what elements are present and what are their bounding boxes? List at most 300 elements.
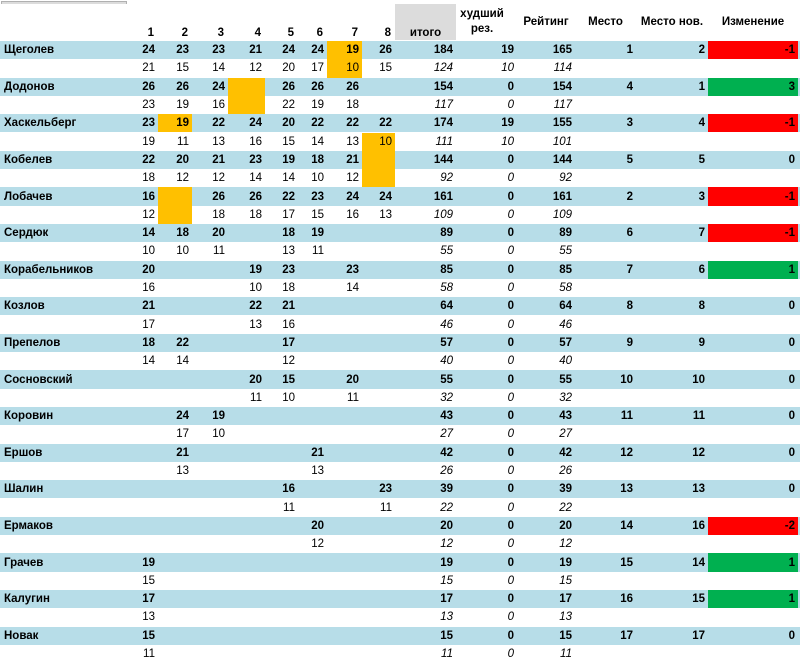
stage-1-cell[interactable]: 11 [143, 648, 155, 661]
player-name[interactable]: Козлов [4, 300, 45, 313]
empty-cell[interactable] [0, 279, 128, 297]
stage-3-cell[interactable]: 16 [212, 99, 225, 112]
worst-cell[interactable]: 0 [507, 593, 514, 606]
stage-2-cell[interactable]: 19 [158, 114, 192, 132]
stage-6-cell[interactable]: 23 [311, 190, 324, 203]
stage-4-cell[interactable]: 16 [249, 135, 262, 148]
place-cell[interactable]: 7 [626, 263, 633, 276]
stage-3-cell[interactable] [192, 334, 228, 352]
stage-1-cell[interactable]: 19 [142, 556, 155, 569]
rating-cell[interactable]: 85 [559, 263, 572, 276]
stage-4-cell[interactable]: 21 [249, 44, 262, 57]
stage-6-cell[interactable]: 18 [311, 153, 324, 166]
stage-4-cell[interactable] [228, 608, 265, 626]
stage-5-cell[interactable]: 20 [282, 62, 295, 75]
stage-3-cell[interactable]: 22 [212, 117, 225, 130]
stage-4-cell[interactable] [228, 444, 265, 462]
total-cell[interactable]: 55 [440, 373, 453, 386]
stage-3-cell[interactable] [192, 261, 228, 279]
player-name[interactable]: Щеголев [4, 44, 55, 57]
change-cell[interactable]: 0 [788, 336, 795, 349]
stage-7-cell[interactable]: 24 [346, 190, 359, 203]
stage-7-cell[interactable] [327, 224, 362, 242]
total-cell[interactable]: 174 [433, 117, 453, 130]
change-cell[interactable]: 0 [788, 300, 795, 313]
stage-1-cell[interactable] [128, 535, 158, 553]
new-place-cell[interactable]: 2 [698, 44, 705, 57]
total-cell[interactable]: 57 [440, 336, 453, 349]
stage-1-cell[interactable] [128, 407, 158, 425]
new-place-cell[interactable]: 4 [698, 117, 705, 130]
total-cell[interactable]: 154 [433, 80, 453, 93]
stage-7-cell[interactable] [327, 242, 362, 260]
stage-3-cell[interactable] [192, 535, 228, 553]
stage-3-cell[interactable]: 14 [212, 62, 225, 75]
stage-8-cell[interactable] [362, 151, 395, 169]
stage-1-cell[interactable] [128, 370, 158, 388]
stage-header-1[interactable]: 1 [147, 27, 154, 39]
stage-1-cell[interactable]: 18 [142, 336, 155, 349]
empty-cell[interactable] [0, 206, 128, 224]
empty-cell[interactable] [0, 133, 128, 151]
stage-7-cell[interactable] [327, 407, 362, 425]
stage-6-cell[interactable] [298, 480, 327, 498]
change-cell[interactable]: -1 [708, 41, 798, 59]
sub-total-cell[interactable]: 124 [433, 62, 453, 75]
change-cell[interactable]: 0 [788, 446, 795, 459]
stage-5-cell[interactable] [265, 590, 298, 608]
stage-2-cell[interactable]: 15 [176, 62, 189, 75]
change-cell[interactable]: 0 [788, 410, 795, 423]
stage-6-cell[interactable] [298, 297, 327, 315]
stage-header-6[interactable]: 6 [316, 27, 323, 39]
total-header[interactable]: итого [395, 4, 456, 40]
stage-7-cell[interactable]: 14 [346, 282, 359, 295]
stage-4-cell[interactable]: 18 [249, 208, 262, 221]
stage-5-cell[interactable]: 20 [282, 117, 295, 130]
sub-rating-cell[interactable]: 114 [553, 62, 572, 75]
new-place-cell[interactable]: 9 [698, 336, 705, 349]
empty-cell[interactable] [0, 242, 128, 260]
sub-total-cell[interactable]: 32 [440, 391, 453, 404]
stage-4-cell[interactable] [228, 334, 265, 352]
sub-rating-cell[interactable]: 46 [559, 318, 572, 331]
stage-3-cell[interactable]: 23 [212, 44, 225, 57]
stage-7-cell[interactable] [327, 590, 362, 608]
player-name[interactable]: Лобачев [4, 190, 53, 203]
stage-1-cell[interactable] [128, 425, 158, 443]
rating-cell[interactable]: 89 [559, 227, 572, 240]
total-cell[interactable]: 20 [440, 519, 453, 532]
place-cell[interactable]: 11 [620, 410, 633, 423]
stage-6-cell[interactable] [298, 407, 327, 425]
stage-5-cell[interactable] [265, 462, 298, 480]
stage-7-cell[interactable]: 21 [346, 153, 359, 166]
empty-cell[interactable] [0, 316, 128, 334]
new-place-cell[interactable]: 7 [698, 227, 705, 240]
rating-cell[interactable]: 17 [559, 593, 572, 606]
stage-1-cell[interactable] [128, 389, 158, 407]
stage-2-cell[interactable]: 21 [176, 446, 189, 459]
stage-8-cell[interactable] [362, 242, 395, 260]
stage-3-cell[interactable]: 24 [212, 80, 225, 93]
stage-8-cell[interactable]: 15 [379, 62, 392, 75]
stage-3-cell[interactable]: 20 [212, 227, 225, 240]
rating-cell[interactable]: 43 [559, 410, 572, 423]
change-cell[interactable]: 0 [788, 483, 795, 496]
stage-5-cell[interactable]: 14 [282, 172, 295, 185]
stage-3-cell[interactable] [192, 608, 228, 626]
empty-cell[interactable] [0, 499, 128, 517]
stage-7-cell[interactable] [327, 297, 362, 315]
stage-2-cell[interactable]: 11 [177, 135, 189, 148]
stage-3-cell[interactable] [192, 572, 228, 590]
stage-8-cell[interactable] [362, 370, 395, 388]
rating-cell[interactable]: 161 [552, 190, 572, 203]
stage-6-cell[interactable] [298, 553, 327, 571]
stage-2-cell[interactable] [158, 517, 192, 535]
stage-8-cell[interactable] [362, 78, 395, 96]
stage-6-cell[interactable] [298, 499, 327, 517]
new-place-cell[interactable]: 8 [698, 300, 705, 313]
total-cell[interactable]: 15 [440, 629, 453, 642]
stage-4-cell[interactable] [228, 499, 265, 517]
stage-8-cell[interactable] [362, 553, 395, 571]
change-cell[interactable]: 1 [708, 553, 798, 571]
player-name[interactable]: Новак [4, 629, 39, 642]
stage-8-cell[interactable] [362, 169, 395, 187]
stage-1-cell[interactable]: 26 [142, 80, 155, 93]
stage-5-cell[interactable]: 10 [282, 391, 295, 404]
stage-5-cell[interactable]: 19 [282, 153, 295, 166]
sub-rating-cell[interactable]: 117 [553, 99, 572, 112]
stage-3-cell[interactable] [192, 316, 228, 334]
sub-rating-cell[interactable]: 13 [559, 611, 572, 624]
stage-1-cell[interactable] [128, 480, 158, 498]
stage-2-cell[interactable]: 17 [176, 428, 189, 441]
stage-2-cell[interactable] [158, 389, 192, 407]
stage-1-cell[interactable]: 15 [142, 629, 155, 642]
stage-7-cell[interactable]: 22 [346, 117, 359, 130]
sub-rating-cell[interactable]: 92 [559, 172, 572, 185]
stage-5-cell[interactable]: 15 [282, 135, 295, 148]
stage-5-cell[interactable] [265, 407, 298, 425]
stage-7-cell[interactable]: 16 [346, 208, 359, 221]
stage-5-cell[interactable]: 13 [282, 245, 295, 258]
sub-worst-cell[interactable]: 0 [507, 538, 514, 551]
stage-7-cell[interactable] [327, 444, 362, 462]
stage-8-cell[interactable] [362, 316, 395, 334]
stage-7-cell[interactable]: 13 [346, 135, 359, 148]
new-place-cell[interactable]: 6 [698, 263, 705, 276]
player-name[interactable]: Кобелев [4, 153, 53, 166]
stage-5-cell[interactable]: 22 [282, 190, 295, 203]
stage-1-cell[interactable]: 21 [142, 62, 155, 75]
place-cell[interactable]: 16 [620, 593, 633, 606]
stage-3-cell[interactable] [192, 389, 228, 407]
stage-7-cell[interactable] [327, 316, 362, 334]
stage-header-8[interactable]: 8 [384, 27, 391, 39]
change-cell[interactable]: 3 [708, 78, 798, 96]
rating-cell[interactable]: 20 [559, 519, 572, 532]
stage-6-cell[interactable] [298, 590, 327, 608]
stage-1-cell[interactable]: 18 [142, 172, 155, 185]
sub-worst-cell[interactable]: 0 [507, 391, 514, 404]
sub-rating-cell[interactable]: 22 [559, 501, 572, 514]
stage-7-cell[interactable] [327, 499, 362, 517]
empty-cell[interactable] [0, 96, 128, 114]
stage-2-cell[interactable] [158, 187, 192, 205]
total-cell[interactable]: 17 [440, 593, 453, 606]
stage-7-cell[interactable]: 26 [346, 80, 359, 93]
stage-8-cell[interactable] [362, 645, 395, 663]
empty-cell[interactable] [0, 608, 128, 626]
sub-total-cell[interactable]: 46 [440, 318, 453, 331]
player-name[interactable]: Сердюк [4, 227, 49, 240]
player-name[interactable]: Сосновский [4, 373, 73, 386]
sub-worst-cell[interactable]: 0 [507, 574, 514, 587]
stage-2-cell[interactable] [158, 297, 192, 315]
sub-worst-cell[interactable]: 10 [501, 135, 514, 148]
empty-cell[interactable] [0, 425, 128, 443]
worst-cell[interactable]: 0 [507, 227, 514, 240]
sub-rating-cell[interactable]: 55 [559, 245, 572, 258]
stage-7-cell[interactable]: 23 [346, 263, 359, 276]
stage-4-cell[interactable]: 26 [249, 190, 262, 203]
place-cell[interactable]: 2 [626, 190, 633, 203]
stage-2-cell[interactable] [158, 627, 192, 645]
place-cell[interactable]: 5 [626, 153, 633, 166]
stage-2-cell[interactable] [158, 535, 192, 553]
stage-2-cell[interactable] [158, 499, 192, 517]
stage-8-cell[interactable]: 11 [380, 501, 392, 514]
stage-1-cell[interactable]: 13 [142, 611, 155, 624]
stage-8-cell[interactable] [362, 462, 395, 480]
change-header[interactable]: Изменение [721, 16, 785, 28]
stage-8-cell[interactable] [362, 224, 395, 242]
sub-total-cell[interactable]: 22 [440, 501, 453, 514]
stage-1-cell[interactable] [128, 462, 158, 480]
stage-6-cell[interactable]: 22 [311, 117, 324, 130]
worst-cell[interactable]: 0 [507, 80, 514, 93]
stage-3-cell[interactable] [192, 553, 228, 571]
stage-4-cell[interactable]: 12 [249, 62, 262, 75]
sub-total-cell[interactable]: 55 [440, 245, 453, 258]
stage-2-cell[interactable]: 10 [176, 245, 189, 258]
player-name[interactable]: Хаскельберг [4, 117, 77, 130]
stage-8-cell[interactable]: 24 [379, 190, 392, 203]
stage-4-cell[interactable]: 13 [249, 318, 262, 331]
change-cell[interactable]: 1 [708, 590, 798, 608]
stage-1-cell[interactable]: 15 [142, 574, 155, 587]
stage-5-cell[interactable] [265, 553, 298, 571]
place-cell[interactable]: 6 [626, 227, 633, 240]
stage-1-cell[interactable]: 16 [142, 190, 155, 203]
stage-1-cell[interactable]: 14 [142, 355, 155, 368]
new-place-cell[interactable]: 12 [692, 446, 705, 459]
place-cell[interactable]: 1 [626, 44, 633, 57]
stage-6-cell[interactable]: 20 [311, 519, 324, 532]
stage-4-cell[interactable] [228, 96, 265, 114]
rating-cell[interactable]: 15 [559, 629, 572, 642]
rating-cell[interactable]: 154 [552, 80, 572, 93]
stage-3-cell[interactable]: 11 [213, 245, 225, 258]
stage-4-cell[interactable] [228, 224, 265, 242]
stage-1-cell[interactable]: 24 [142, 44, 155, 57]
stage-3-cell[interactable] [192, 480, 228, 498]
stage-7-cell[interactable] [327, 425, 362, 443]
total-cell[interactable]: 19 [440, 556, 453, 569]
rating-header[interactable]: Рейтинг [523, 16, 569, 28]
player-name[interactable]: Ермаков [4, 519, 53, 532]
empty-cell[interactable] [0, 535, 128, 553]
stage-4-cell[interactable]: 14 [249, 172, 262, 185]
place-cell[interactable]: 10 [620, 373, 633, 386]
stage-3-cell[interactable]: 21 [212, 153, 225, 166]
stage-2-cell[interactable] [158, 316, 192, 334]
rating-cell[interactable]: 39 [559, 483, 572, 496]
place-cell[interactable]: 17 [620, 629, 633, 642]
total-cell[interactable]: 42 [440, 446, 453, 459]
sub-worst-cell[interactable]: 0 [507, 465, 514, 478]
stage-1-cell[interactable]: 23 [142, 99, 155, 112]
stage-7-cell[interactable] [327, 462, 362, 480]
stage-6-cell[interactable] [298, 334, 327, 352]
change-cell[interactable]: -1 [708, 114, 798, 132]
stage-8-cell[interactable] [362, 96, 395, 114]
empty-cell[interactable] [0, 59, 128, 77]
empty-cell[interactable] [0, 572, 128, 590]
stage-5-cell[interactable] [265, 608, 298, 626]
stage-8-cell[interactable] [362, 627, 395, 645]
worst-header[interactable]: худший рез. [460, 8, 504, 35]
stage-5-cell[interactable]: 21 [282, 300, 295, 313]
stage-4-cell[interactable] [228, 645, 265, 663]
stage-5-cell[interactable] [265, 627, 298, 645]
worst-cell[interactable]: 0 [507, 446, 514, 459]
stage-6-cell[interactable] [298, 261, 327, 279]
total-cell[interactable]: 43 [440, 410, 453, 423]
stage-7-cell[interactable] [327, 517, 362, 535]
stage-8-cell[interactable]: 26 [379, 44, 392, 57]
stage-3-cell[interactable] [192, 297, 228, 315]
stage-7-cell[interactable] [327, 334, 362, 352]
sub-rating-cell[interactable]: 32 [559, 391, 572, 404]
total-cell[interactable]: 64 [440, 300, 453, 313]
stage-3-cell[interactable] [192, 590, 228, 608]
stage-5-cell[interactable]: 12 [282, 355, 295, 368]
stage-8-cell[interactable] [362, 297, 395, 315]
rating-cell[interactable]: 144 [552, 153, 572, 166]
worst-cell[interactable]: 0 [507, 263, 514, 276]
stage-6-cell[interactable]: 17 [311, 62, 324, 75]
place-cell[interactable]: 3 [626, 117, 633, 130]
stage-8-cell[interactable] [362, 572, 395, 590]
worst-cell[interactable]: 0 [507, 483, 514, 496]
sub-total-cell[interactable]: 117 [434, 99, 453, 112]
stage-7-cell[interactable]: 19 [327, 41, 362, 59]
sub-worst-cell[interactable]: 0 [507, 648, 514, 661]
stage-7-cell[interactable]: 12 [346, 172, 359, 185]
stage-2-cell[interactable] [158, 206, 192, 224]
new-place-cell[interactable]: 11 [692, 410, 705, 423]
stage-6-cell[interactable] [298, 572, 327, 590]
new-place-cell[interactable]: 14 [692, 556, 705, 569]
stage-6-cell[interactable]: 13 [311, 465, 324, 478]
stage-1-cell[interactable]: 23 [142, 117, 155, 130]
rating-cell[interactable]: 155 [552, 117, 572, 130]
stage-3-cell[interactable] [192, 517, 228, 535]
stage-8-cell[interactable]: 13 [379, 208, 392, 221]
stage-4-cell[interactable] [228, 462, 265, 480]
stage-3-cell[interactable]: 18 [212, 208, 225, 221]
stage-2-cell[interactable]: 13 [176, 465, 189, 478]
stage-1-cell[interactable]: 17 [142, 593, 155, 606]
stage-6-cell[interactable]: 14 [311, 135, 324, 148]
place-cell[interactable]: 14 [620, 519, 633, 532]
sub-worst-cell[interactable]: 0 [507, 208, 514, 221]
stage-6-cell[interactable]: 21 [311, 446, 324, 459]
empty-cell[interactable] [0, 645, 128, 663]
stage-5-cell[interactable] [265, 444, 298, 462]
sub-total-cell[interactable]: 13 [440, 611, 453, 624]
place-cell[interactable]: 13 [620, 483, 633, 496]
player-name[interactable]: Корабельников [4, 263, 94, 276]
stage-2-cell[interactable]: 19 [176, 99, 189, 112]
stage-4-cell[interactable] [228, 242, 265, 260]
new-place-cell[interactable]: 16 [692, 519, 705, 532]
stage-5-cell[interactable]: 16 [282, 318, 295, 331]
player-name[interactable]: Препелов [4, 336, 61, 349]
worst-cell[interactable]: 0 [507, 336, 514, 349]
worst-cell[interactable]: 0 [507, 519, 514, 532]
stage-2-cell[interactable] [158, 261, 192, 279]
empty-cell[interactable] [0, 389, 128, 407]
stage-3-cell[interactable] [192, 352, 228, 370]
rating-cell[interactable]: 57 [559, 336, 572, 349]
stage-4-cell[interactable]: 24 [249, 117, 262, 130]
stage-8-cell[interactable] [362, 517, 395, 535]
stage-4-cell[interactable] [228, 425, 265, 443]
stage-5-cell[interactable] [265, 517, 298, 535]
stage-2-cell[interactable]: 26 [176, 80, 189, 93]
stage-5-cell[interactable] [265, 425, 298, 443]
stage-1-cell[interactable]: 17 [142, 318, 155, 331]
stage-4-cell[interactable] [228, 480, 265, 498]
stage-5-cell[interactable] [265, 645, 298, 663]
sub-worst-cell[interactable]: 0 [507, 99, 514, 112]
stage-2-cell[interactable] [158, 370, 192, 388]
stage-2-cell[interactable] [158, 590, 192, 608]
player-name[interactable]: Калугин [4, 593, 50, 606]
sub-total-cell[interactable]: 12 [440, 538, 453, 551]
worst-cell[interactable]: 0 [507, 300, 514, 313]
sub-total-cell[interactable]: 92 [440, 172, 453, 185]
place-cell[interactable]: 9 [626, 336, 633, 349]
sub-rating-cell[interactable]: 58 [559, 282, 572, 295]
stage-6-cell[interactable]: 19 [311, 99, 324, 112]
sub-rating-cell[interactable]: 26 [559, 465, 572, 478]
stage-4-cell[interactable]: 23 [249, 153, 262, 166]
worst-cell[interactable]: 19 [501, 117, 514, 130]
change-cell[interactable]: 0 [788, 153, 795, 166]
stage-4-cell[interactable]: 20 [249, 373, 262, 386]
stage-1-cell[interactable]: 21 [142, 300, 155, 313]
stage-6-cell[interactable] [298, 370, 327, 388]
stage-4-cell[interactable] [228, 627, 265, 645]
stage-5-cell[interactable]: 18 [282, 227, 295, 240]
sub-total-cell[interactable]: 58 [440, 282, 453, 295]
